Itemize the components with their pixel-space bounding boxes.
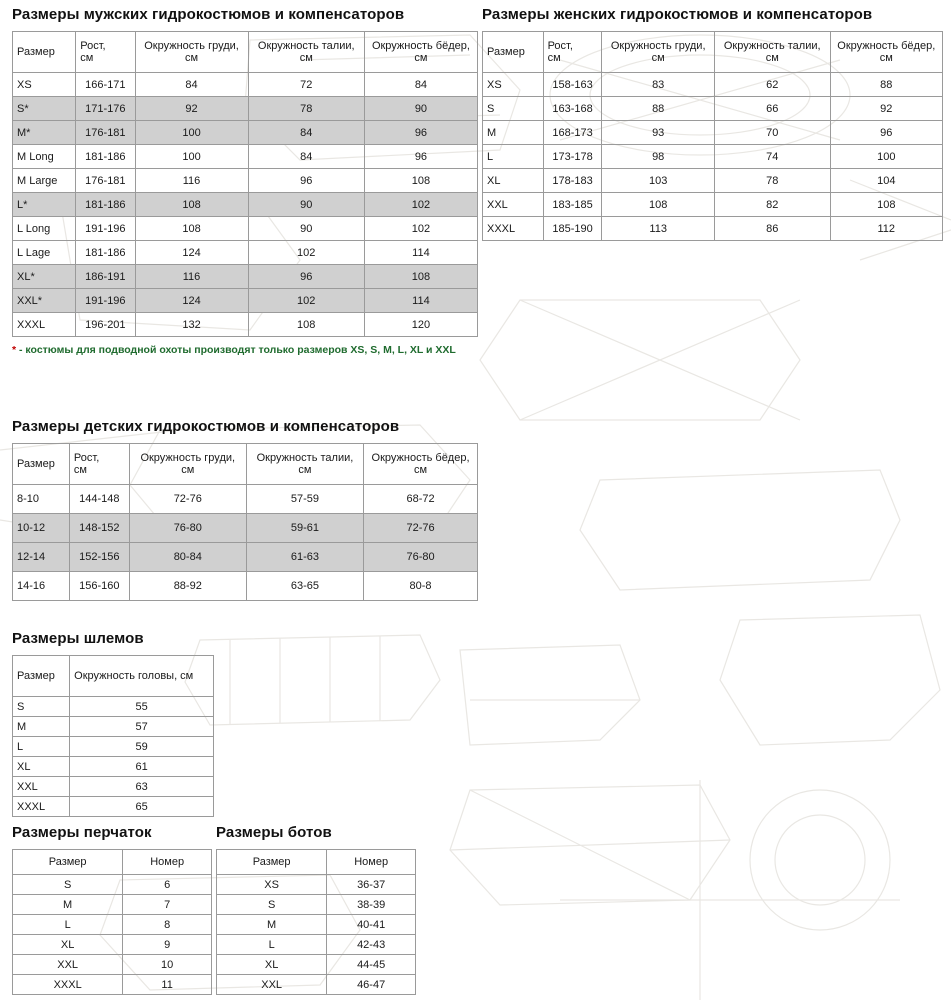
col-header-waist: Окружность талии, см (714, 32, 830, 73)
col-header-chest: Окружность груди, см (129, 444, 246, 485)
col-header-head-circumference: Окружность головы, см (70, 656, 214, 697)
cell-0: S (217, 895, 327, 915)
table-row (13, 737, 214, 757)
cell-0: XL (483, 169, 544, 193)
table-header-row (13, 656, 214, 697)
col-header-waist: Окружность талии, см (248, 32, 364, 73)
cell-0: S* (13, 97, 76, 121)
cell-3: 108 (248, 313, 364, 337)
cell-0: XXL (13, 955, 123, 975)
cell-1: 144-148 (69, 485, 129, 514)
table-row (217, 935, 416, 955)
cell-0: M (483, 121, 544, 145)
col-header-size: Размер (13, 656, 70, 697)
cell-1: 42-43 (327, 935, 416, 955)
kids-table-head (13, 444, 478, 485)
kids-title: Размеры детских гидрокостюмов и компенсаторов (12, 418, 400, 435)
table-row (483, 97, 943, 121)
cell-4: 96 (364, 145, 477, 169)
boots-section (216, 824, 416, 995)
men-table-note (12, 344, 478, 356)
cell-3: 102 (248, 241, 364, 265)
cell-4: 90 (364, 97, 477, 121)
cell-3: 66 (714, 97, 830, 121)
table-row (483, 121, 943, 145)
cell-2: 100 (135, 121, 248, 145)
cell-2: 116 (135, 265, 248, 289)
table-row (13, 169, 478, 193)
cell-1: 183-185 (543, 193, 602, 217)
col-header-size: Размер (13, 850, 123, 875)
table-header-row (483, 32, 943, 73)
gloves-title: Размеры перчаток (12, 824, 152, 841)
cell-3: 78 (248, 97, 364, 121)
cell-1: 158-163 (543, 73, 602, 97)
cell-0: M* (13, 121, 76, 145)
cell-2: 103 (602, 169, 714, 193)
cell-3: 96 (248, 169, 364, 193)
cell-0: 8-10 (13, 485, 70, 514)
table-row (13, 572, 478, 601)
table-row (483, 217, 943, 241)
gloves-section (12, 824, 212, 995)
cell-1: 44-45 (327, 955, 416, 975)
col-header-size: Размер (13, 32, 76, 73)
cell-3: 74 (714, 145, 830, 169)
cell-1: 55 (70, 697, 214, 717)
col-header-chest: Окружность груди, см (602, 32, 714, 73)
cell-0: XXL (217, 975, 327, 995)
cell-0: L (13, 915, 123, 935)
cell-3: 102 (248, 289, 364, 313)
cell-2: 113 (602, 217, 714, 241)
cell-1: 181-186 (76, 145, 135, 169)
cell-4: 120 (364, 313, 477, 337)
cell-1: 57 (70, 717, 214, 737)
cell-1: 191-196 (76, 217, 135, 241)
cell-1: 6 (123, 875, 212, 895)
cell-1: 191-196 (76, 289, 135, 313)
col-header-waist: Окружность талии, см (246, 444, 363, 485)
col-header-chest: Окружность груди, см (135, 32, 248, 73)
cell-1: 186-191 (76, 265, 135, 289)
table-row (13, 955, 212, 975)
cell-2: 93 (602, 121, 714, 145)
cell-1: 40-41 (327, 915, 416, 935)
cell-1: 156-160 (69, 572, 129, 601)
helmets-section (12, 630, 214, 817)
men-size-table (12, 31, 478, 337)
table-row (13, 97, 478, 121)
cell-0: M Long (13, 145, 76, 169)
col-header-height: Рост, см (543, 32, 602, 73)
kids-size-table (12, 443, 478, 601)
cell-1: 11 (123, 975, 212, 995)
cell-0: L (217, 935, 327, 955)
cell-0: S (13, 697, 70, 717)
cell-0: XS (483, 73, 544, 97)
table-row (13, 514, 478, 543)
cell-0: XXL (483, 193, 544, 217)
table-row (13, 875, 212, 895)
table-row (217, 895, 416, 915)
table-row (13, 777, 214, 797)
col-header-number: Номер (327, 850, 416, 875)
cell-1: 9 (123, 935, 212, 955)
cell-1: 178-183 (543, 169, 602, 193)
table-row (217, 875, 416, 895)
women-size-table (482, 31, 943, 241)
cell-0: XXXL (13, 975, 123, 995)
women-title: Размеры женских гидрокостюмов и компенсаторов (482, 6, 873, 23)
cell-4: 96 (830, 121, 942, 145)
cell-2: 124 (135, 289, 248, 313)
cell-1: 181-186 (76, 193, 135, 217)
cell-1: 181-186 (76, 241, 135, 265)
table-row (483, 145, 943, 169)
cell-1: 163-168 (543, 97, 602, 121)
cell-2: 92 (135, 97, 248, 121)
cell-1: 46-47 (327, 975, 416, 995)
table-row (13, 193, 478, 217)
cell-0: XS (13, 73, 76, 97)
table-row (217, 975, 416, 995)
table-row (13, 935, 212, 955)
table-header-row (13, 850, 212, 875)
cell-1: 168-173 (543, 121, 602, 145)
col-header-size: Размер (483, 32, 544, 73)
cell-3: 78 (714, 169, 830, 193)
table-header-row (13, 444, 478, 485)
cell-0: XL (217, 955, 327, 975)
table-row (13, 975, 212, 995)
helmets-table-body (13, 697, 214, 817)
cell-2: 108 (602, 193, 714, 217)
cell-3: 72 (248, 73, 364, 97)
table-row (13, 289, 478, 313)
table-row (13, 543, 478, 572)
cell-2: 76-80 (129, 514, 246, 543)
table-row (13, 895, 212, 915)
cell-0: XXXL (483, 217, 544, 241)
table-row (13, 265, 478, 289)
col-header-size: Размер (217, 850, 327, 875)
cell-4: 108 (364, 169, 477, 193)
cell-2: 100 (135, 145, 248, 169)
cell-1: 176-181 (76, 169, 135, 193)
cell-4: 88 (830, 73, 942, 97)
cell-1: 8 (123, 915, 212, 935)
cell-4: 102 (364, 193, 477, 217)
cell-2: 84 (135, 73, 248, 97)
col-header-hips: Окружность бёдер, см (830, 32, 942, 73)
cell-3: 82 (714, 193, 830, 217)
cell-2: 80-84 (129, 543, 246, 572)
cell-1: 65 (70, 797, 214, 817)
table-row (13, 241, 478, 265)
cell-1: 63 (70, 777, 214, 797)
table-row (483, 169, 943, 193)
cell-0: M (217, 915, 327, 935)
boots-table-head (217, 850, 416, 875)
table-row (13, 717, 214, 737)
note-text: - костюмы для подводной охоты производят только размеров XS, S, M, L, XL и XXL (16, 344, 456, 356)
cell-4: 80-8 (364, 572, 478, 601)
cell-1: 61 (70, 757, 214, 777)
cell-1: 171-176 (76, 97, 135, 121)
cell-1: 152-156 (69, 543, 129, 572)
boots-title: Размеры ботов (216, 824, 332, 841)
cell-3: 62 (714, 73, 830, 97)
cell-4: 108 (364, 265, 477, 289)
table-row (13, 485, 478, 514)
cell-2: 108 (135, 217, 248, 241)
helmets-table-head (13, 656, 214, 697)
table-header-row (13, 32, 478, 73)
cell-4: 112 (830, 217, 942, 241)
cell-0: S (13, 875, 123, 895)
women-table-head (483, 32, 943, 73)
cell-0: XXXL (13, 313, 76, 337)
cell-0: XL (13, 757, 70, 777)
cell-0: XL (13, 935, 123, 955)
cell-0: XXXL (13, 797, 70, 817)
table-row (13, 757, 214, 777)
table-row (13, 697, 214, 717)
table-row (13, 217, 478, 241)
col-header-hips: Окружность бёдер, см (364, 32, 477, 73)
cell-0: M (13, 717, 70, 737)
cell-1: 176-181 (76, 121, 135, 145)
cell-0: 14-16 (13, 572, 70, 601)
women-section (482, 6, 943, 241)
cell-3: 96 (248, 265, 364, 289)
cell-4: 114 (364, 241, 477, 265)
cell-4: 76-80 (364, 543, 478, 572)
table-row (217, 955, 416, 975)
cell-0: L* (13, 193, 76, 217)
cell-2: 108 (135, 193, 248, 217)
cell-2: 88 (602, 97, 714, 121)
gloves-table-body (13, 875, 212, 995)
cell-0: XS (217, 875, 327, 895)
kids-section (12, 418, 478, 601)
cell-2: 116 (135, 169, 248, 193)
cell-3: 63-65 (246, 572, 363, 601)
cell-3: 70 (714, 121, 830, 145)
cell-4: 92 (830, 97, 942, 121)
cell-4: 100 (830, 145, 942, 169)
cell-3: 84 (248, 145, 364, 169)
cell-1: 173-178 (543, 145, 602, 169)
cell-1: 148-152 (69, 514, 129, 543)
cell-1: 36-37 (327, 875, 416, 895)
cell-4: 72-76 (364, 514, 478, 543)
men-title: Размеры мужских гидрокостюмов и компенсаторов (12, 6, 405, 23)
cell-0: XL* (13, 265, 76, 289)
cell-4: 104 (830, 169, 942, 193)
cell-4: 108 (830, 193, 942, 217)
cell-1: 185-190 (543, 217, 602, 241)
cell-1: 10 (123, 955, 212, 975)
col-header-height: Рост, см (69, 444, 129, 485)
table-row (13, 797, 214, 817)
cell-0: L Lage (13, 241, 76, 265)
cell-3: 61-63 (246, 543, 363, 572)
cell-0: L (483, 145, 544, 169)
table-header-row (217, 850, 416, 875)
cell-2: 124 (135, 241, 248, 265)
col-header-height: Рост, см (76, 32, 135, 73)
cell-0: M (13, 895, 123, 915)
boots-size-table (216, 849, 416, 995)
col-header-number: Номер (123, 850, 212, 875)
cell-1: 196-201 (76, 313, 135, 337)
cell-0: L Long (13, 217, 76, 241)
gloves-table-head (13, 850, 212, 875)
cell-3: 57-59 (246, 485, 363, 514)
helmets-title: Размеры шлемов (12, 630, 144, 647)
helmets-size-table (12, 655, 214, 817)
cell-2: 98 (602, 145, 714, 169)
cell-4: 96 (364, 121, 477, 145)
cell-2: 83 (602, 73, 714, 97)
cell-1: 166-171 (76, 73, 135, 97)
cell-3: 84 (248, 121, 364, 145)
col-header-hips: Окружность бёдер, см (364, 444, 478, 485)
cell-2: 132 (135, 313, 248, 337)
note-star: * (12, 344, 17, 356)
cell-3: 90 (248, 217, 364, 241)
table-row (483, 73, 943, 97)
table-row (483, 193, 943, 217)
col-header-size: Размер (13, 444, 70, 485)
cell-0: 12-14 (13, 543, 70, 572)
cell-0: XXL (13, 777, 70, 797)
table-row (13, 915, 212, 935)
table-row (13, 73, 478, 97)
men-section (12, 6, 478, 356)
cell-0: L (13, 737, 70, 757)
cell-0: XXL* (13, 289, 76, 313)
cell-1: 7 (123, 895, 212, 915)
gloves-size-table (12, 849, 212, 995)
cell-0: S (483, 97, 544, 121)
cell-1: 59 (70, 737, 214, 757)
cell-4: 68-72 (364, 485, 478, 514)
cell-0: M Large (13, 169, 76, 193)
cell-3: 90 (248, 193, 364, 217)
men-table-head (13, 32, 478, 73)
men-table-body (13, 73, 478, 337)
cell-3: 86 (714, 217, 830, 241)
cell-0: 10-12 (13, 514, 70, 543)
table-row (13, 313, 478, 337)
cell-4: 84 (364, 73, 477, 97)
table-row (13, 145, 478, 169)
cell-4: 114 (364, 289, 477, 313)
cell-2: 88-92 (129, 572, 246, 601)
table-row (217, 915, 416, 935)
cell-2: 72-76 (129, 485, 246, 514)
table-row (13, 121, 478, 145)
women-table-body (483, 73, 943, 241)
cell-1: 38-39 (327, 895, 416, 915)
boots-table-body (217, 875, 416, 995)
kids-table-body (13, 485, 478, 601)
cell-4: 102 (364, 217, 477, 241)
cell-3: 59-61 (246, 514, 363, 543)
